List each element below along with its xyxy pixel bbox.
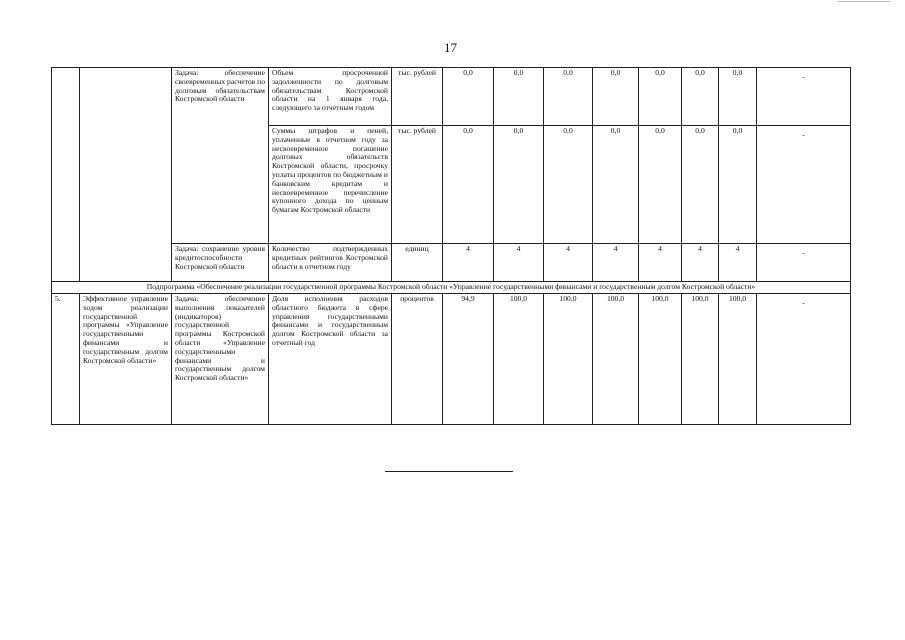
table-row bbox=[52, 244, 851, 282]
value-cell: 0,0 bbox=[593, 126, 639, 244]
value-cell: 0,0 bbox=[544, 126, 593, 244]
value-cell: 4 bbox=[639, 244, 682, 282]
value-cell: 0,0 bbox=[443, 68, 494, 126]
indicator-name: Суммы штрафов и пеней, уплаченные в отчетном году за несвоевременное погашение долговых обязательств Костромской области, просрочку уплаты процентов по бюджетным и банковским кредитам и несвоевременное перечисление купонного дохода по ценным бумагам Костромской области bbox=[269, 126, 392, 244]
value-cell: 100,0 bbox=[544, 294, 593, 425]
note-cell: - bbox=[757, 68, 851, 126]
corner-line bbox=[838, 1, 890, 2]
value-cell: 0,0 bbox=[719, 126, 757, 244]
value-cell: 0,0 bbox=[682, 68, 719, 126]
table-row bbox=[52, 294, 851, 425]
signature-line bbox=[385, 471, 513, 472]
value-cell: 100,0 bbox=[719, 294, 757, 425]
task-cell: Задача: обеспечение выполнения показателей (индикаторов) государственной программы Костромской области «Управление государственными финансами и государственным долгом Костромской области» bbox=[172, 294, 269, 425]
note-cell: - bbox=[757, 294, 851, 425]
value-cell: 0,0 bbox=[639, 68, 682, 126]
task-cell: Задача: сохранение уровня кредитоспособности Костромской области bbox=[172, 244, 269, 282]
value-cell: 4 bbox=[719, 244, 757, 282]
value-cell: 100,0 bbox=[682, 294, 719, 425]
number-cell bbox=[52, 68, 80, 282]
indicator-name: Доля исполнения расходов областного бюджета в сфере управления государственными финансами и государственным долгом Костромской области за отчетный год bbox=[269, 294, 392, 425]
value-cell: 0,0 bbox=[639, 126, 682, 244]
unit-cell: тыс. рублей bbox=[392, 68, 443, 126]
task-cell: Задача: обеспечение своевременных расчетов по долговым обязательствам Костромской области bbox=[172, 68, 269, 244]
value-cell: 0,0 bbox=[719, 68, 757, 126]
unit-cell: процентов bbox=[392, 294, 443, 425]
value-cell: 0,0 bbox=[682, 126, 719, 244]
value-cell: 0,0 bbox=[443, 126, 494, 244]
indicators-table bbox=[51, 67, 851, 425]
value-cell: 0,0 bbox=[593, 68, 639, 126]
value-cell: 4 bbox=[544, 244, 593, 282]
subprogram-row bbox=[52, 282, 851, 294]
measure-cell: Эффективное управление ходом реализации государственной программы «Управление государственными финансами и государственным долгом Костромской области» bbox=[80, 294, 172, 425]
note-cell: - bbox=[757, 126, 851, 244]
value-cell: 4 bbox=[682, 244, 719, 282]
value-cell: 4 bbox=[443, 244, 494, 282]
measure-cell bbox=[80, 68, 172, 282]
value-cell: 100,0 bbox=[593, 294, 639, 425]
indicator-name: Объем просроченной задолженности по долговым обязательствам Костромской области на 1 января года, следующего за отчетным годом bbox=[269, 68, 392, 126]
value-cell: 100,0 bbox=[639, 294, 682, 425]
table-row bbox=[52, 68, 851, 126]
note-cell: - bbox=[757, 244, 851, 282]
subprogram-title: Подпрограмма «Обеспечение реализации государственной программы Костромской области «Управление государственными финансами и государственным долгом Костромской области» bbox=[52, 282, 851, 294]
indicator-name: Количество подтвержденных кредитных рейтингов Костромской области в отчетном году bbox=[269, 244, 392, 282]
unit-cell: единиц bbox=[392, 244, 443, 282]
value-cell: 94,9 bbox=[443, 294, 494, 425]
row-number: 5. bbox=[52, 294, 80, 425]
page-number: 17 bbox=[444, 40, 457, 55]
value-cell: 4 bbox=[494, 244, 544, 282]
unit-cell: тыс. рублей bbox=[392, 126, 443, 244]
value-cell: 0,0 bbox=[544, 68, 593, 126]
value-cell: 0,0 bbox=[494, 68, 544, 126]
value-cell: 4 bbox=[593, 244, 639, 282]
value-cell: 100,0 bbox=[494, 294, 544, 425]
value-cell: 0,0 bbox=[494, 126, 544, 244]
